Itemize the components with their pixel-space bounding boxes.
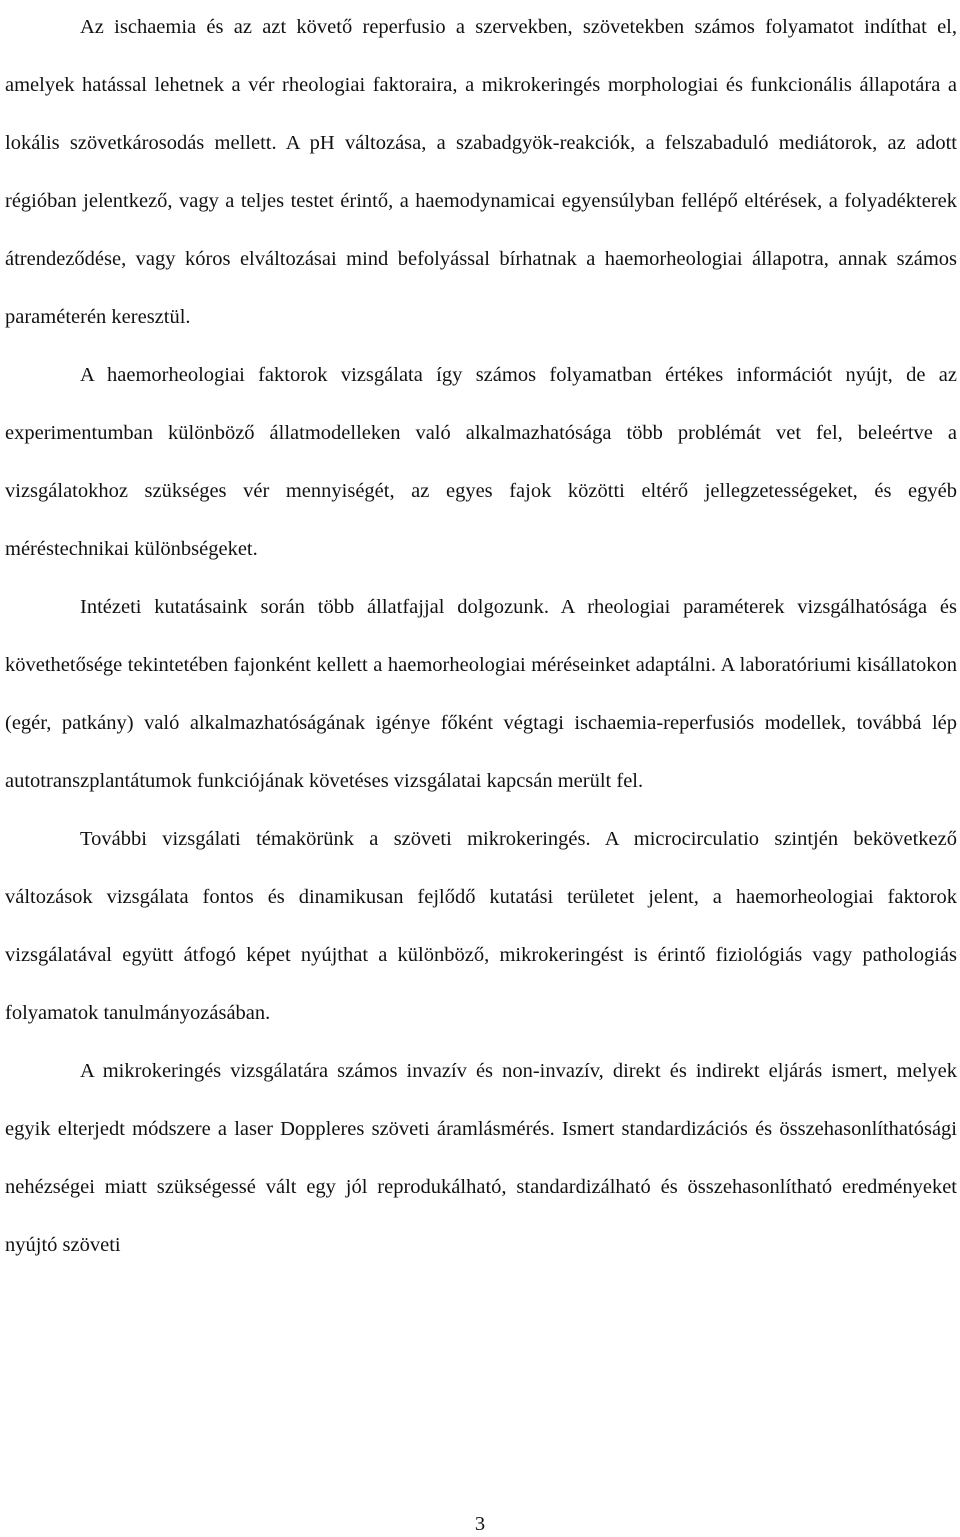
paragraph-3: Intézeti kutatásaink során több állatfajjal dolgozunk. A rheologiai paraméterek vizsgálhatósága és követhetősége tekintetében fajonként kellett a haemorheologiai méréseinket adaptálni. A laboratóriumi kisállatokon (egér, patkány) való alkalmazhatóságának igénye főként végtagi ischaemia-reperfusiós modellek, továbbá lép autotranszplantátumok funkciójának követéses vizsgálatai kapcsán merült fel. bbox=[5, 596, 957, 792]
paragraph-5: A mikrokeringés vizsgálatára számos invazív és non-invazív, direkt és indirekt eljárás ismert, melyek egyik elterjedt módszere a laser Doppleres szöveti áramlásmérés. Ismert standardizációs és összehasonlíthatósági nehézségei miatt szükségessé vált egy jól reprodukálható, standardizálható és összehasonlítható eredményeket nyújtó szöveti bbox=[5, 1060, 957, 1256]
page-number: 3 bbox=[474, 1513, 486, 1535]
paragraph-2: A haemorheologiai faktorok vizsgálata így számos folyamatban értékes információt nyújt, de az experimentumban különböző állatmodelleken való alkalmazhatósága több problémát vet fel, beleértve a vizsgálatokhoz szükséges vér mennyiségét, az egyes fajok közötti eltérő jellegzetességeket, és egyéb méréstechnikai különbségeket. bbox=[5, 364, 957, 560]
paragraph-1: Az ischaemia és az azt követő reperfusio a szervekben, szövetekben számos folyamatot indíthat el, amelyek hatással lehetnek a vér rheologiai faktoraira, a mikrokeringés morphologiai és funkcionális állapotára a lokális szövetkárosodás mellett. A pH változása, a szabadgyök-reakciók, a felszabaduló mediátorok, az adott régióban jelentkező, vagy a teljes testet érintő, a haemodynamicai egyensúlyban fellépő eltérések, a folyadékterek átrendeződése, vagy kóros elváltozásai mind befolyással bírhatnak a haemorheologiai állapotra, annak számos paraméterén keresztül. bbox=[5, 16, 957, 328]
body-text bbox=[5, 0, 957, 1274]
paragraph-4: További vizsgálati témakörünk a szöveti mikrokeringés. A microcirculatio szintjén bekövetkező változások vizsgálata fontos és dinamikusan fejlődő kutatási területet jelent, a haemorheologiai faktorok vizsgálatával együtt átfogó képet nyújthat a különböző, mikrokeringést is érintő fiziológiás vagy pathologiás folyamatok tanulmányozásában. bbox=[5, 828, 957, 1024]
